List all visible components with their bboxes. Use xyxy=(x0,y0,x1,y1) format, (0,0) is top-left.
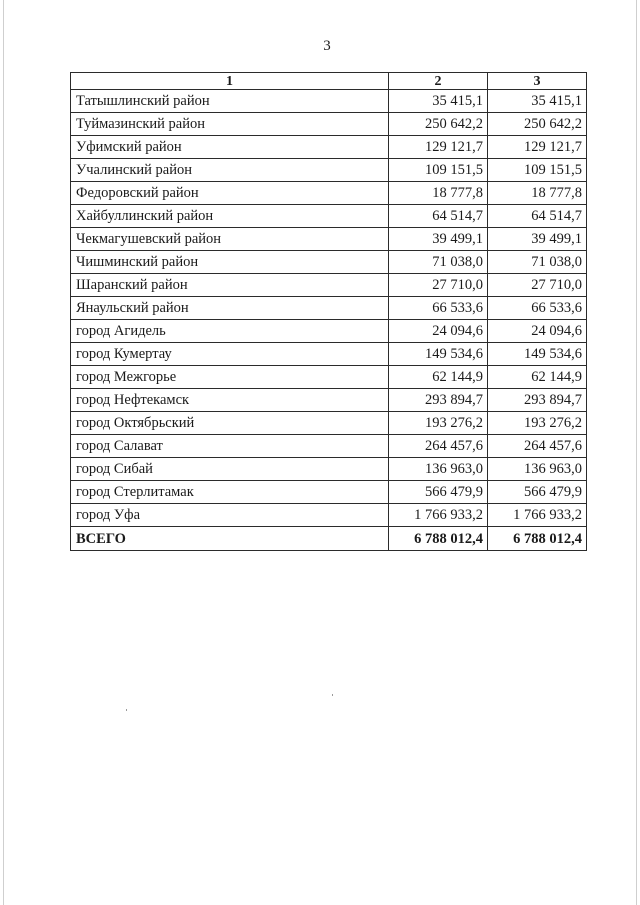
municipality-name-cell: Федоровский район xyxy=(71,182,389,205)
value-col-2-cell: 149 534,6 xyxy=(389,343,488,366)
budget-table xyxy=(70,72,587,551)
value-col-3-cell: 64 514,7 xyxy=(488,205,587,228)
municipality-name-cell: город Уфа xyxy=(71,504,389,527)
table-row xyxy=(71,182,587,205)
value-col-3-cell: 27 710,0 xyxy=(488,274,587,297)
value-col-2-cell: 71 038,0 xyxy=(389,251,488,274)
table-row xyxy=(71,274,587,297)
table-row xyxy=(71,366,587,389)
table-row xyxy=(71,228,587,251)
value-col-3-cell: 1 766 933,2 xyxy=(488,504,587,527)
table-body xyxy=(71,90,587,551)
table-row xyxy=(71,458,587,481)
total-row xyxy=(71,527,587,551)
value-col-3-cell: 193 276,2 xyxy=(488,412,587,435)
value-col-2-cell: 193 276,2 xyxy=(389,412,488,435)
total-col-2-cell: 6 788 012,4 xyxy=(389,527,488,551)
municipality-name-cell: Учалинский район xyxy=(71,159,389,182)
municipality-name-cell: Чишминский район xyxy=(71,251,389,274)
table-row xyxy=(71,297,587,320)
total-col-3-cell: 6 788 012,4 xyxy=(488,527,587,551)
value-col-3-cell: 66 533,6 xyxy=(488,297,587,320)
value-col-3-cell: 109 151,5 xyxy=(488,159,587,182)
municipality-name-cell: город Агидель xyxy=(71,320,389,343)
table-row xyxy=(71,113,587,136)
value-col-3-cell: 136 963,0 xyxy=(488,458,587,481)
municipality-name-cell: Хайбуллинский район xyxy=(71,205,389,228)
value-col-2-cell: 293 894,7 xyxy=(389,389,488,412)
table-row xyxy=(71,435,587,458)
table-header-row xyxy=(71,73,587,90)
value-col-2-cell: 66 533,6 xyxy=(389,297,488,320)
page-number: 3 xyxy=(323,38,331,54)
value-col-3-cell: 24 094,6 xyxy=(488,320,587,343)
page-left-edge xyxy=(3,0,4,905)
value-col-2-cell: 136 963,0 xyxy=(389,458,488,481)
table-row xyxy=(71,412,587,435)
table-row xyxy=(71,205,587,228)
value-col-2-cell: 62 144,9 xyxy=(389,366,488,389)
municipality-name-cell: Чекмагушевский район xyxy=(71,228,389,251)
table-row xyxy=(71,159,587,182)
table-row xyxy=(71,504,587,527)
municipality-name-cell: город Кумертау xyxy=(71,343,389,366)
value-col-2-cell: 39 499,1 xyxy=(389,228,488,251)
value-col-2-cell: 566 479,9 xyxy=(389,481,488,504)
municipality-name-cell: город Нефтекамск xyxy=(71,389,389,412)
value-col-3-cell: 566 479,9 xyxy=(488,481,587,504)
value-col-3-cell: 35 415,1 xyxy=(488,90,587,113)
column-header-1: 1 xyxy=(71,73,389,90)
value-col-2-cell: 64 514,7 xyxy=(389,205,488,228)
municipality-name-cell: Туймазинский район xyxy=(71,113,389,136)
value-col-3-cell: 264 457,6 xyxy=(488,435,587,458)
municipality-name-cell: Уфимский район xyxy=(71,136,389,159)
municipality-name-cell: город Салават xyxy=(71,435,389,458)
value-col-2-cell: 1 766 933,2 xyxy=(389,504,488,527)
municipality-name-cell: Янаульский район xyxy=(71,297,389,320)
municipality-name-cell: город Сибай xyxy=(71,458,389,481)
municipality-name-cell: город Октябрьский xyxy=(71,412,389,435)
scan-speck xyxy=(332,694,333,696)
value-col-3-cell: 293 894,7 xyxy=(488,389,587,412)
value-col-2-cell: 250 642,2 xyxy=(389,113,488,136)
value-col-2-cell: 24 094,6 xyxy=(389,320,488,343)
value-col-3-cell: 39 499,1 xyxy=(488,228,587,251)
value-col-3-cell: 62 144,9 xyxy=(488,366,587,389)
municipality-name-cell: Шаранский район xyxy=(71,274,389,297)
value-col-3-cell: 149 534,6 xyxy=(488,343,587,366)
table-row xyxy=(71,343,587,366)
municipality-name-cell: город Стерлитамак xyxy=(71,481,389,504)
scan-speck xyxy=(126,709,127,711)
value-col-2-cell: 129 121,7 xyxy=(389,136,488,159)
value-col-3-cell: 71 038,0 xyxy=(488,251,587,274)
value-col-2-cell: 264 457,6 xyxy=(389,435,488,458)
total-label-cell: ВСЕГО xyxy=(71,527,389,551)
value-col-2-cell: 35 415,1 xyxy=(389,90,488,113)
value-col-3-cell: 129 121,7 xyxy=(488,136,587,159)
column-header-3: 3 xyxy=(488,73,587,90)
value-col-2-cell: 18 777,8 xyxy=(389,182,488,205)
column-header-2: 2 xyxy=(389,73,488,90)
table-row xyxy=(71,251,587,274)
page-right-edge xyxy=(636,0,637,905)
municipality-name-cell: Татышлинский район xyxy=(71,90,389,113)
municipality-name-cell: город Межгорье xyxy=(71,366,389,389)
value-col-3-cell: 18 777,8 xyxy=(488,182,587,205)
value-col-2-cell: 109 151,5 xyxy=(389,159,488,182)
value-col-3-cell: 250 642,2 xyxy=(488,113,587,136)
table-row xyxy=(71,481,587,504)
table-row xyxy=(71,136,587,159)
value-col-2-cell: 27 710,0 xyxy=(389,274,488,297)
table-row xyxy=(71,320,587,343)
table-row xyxy=(71,90,587,113)
table-row xyxy=(71,389,587,412)
